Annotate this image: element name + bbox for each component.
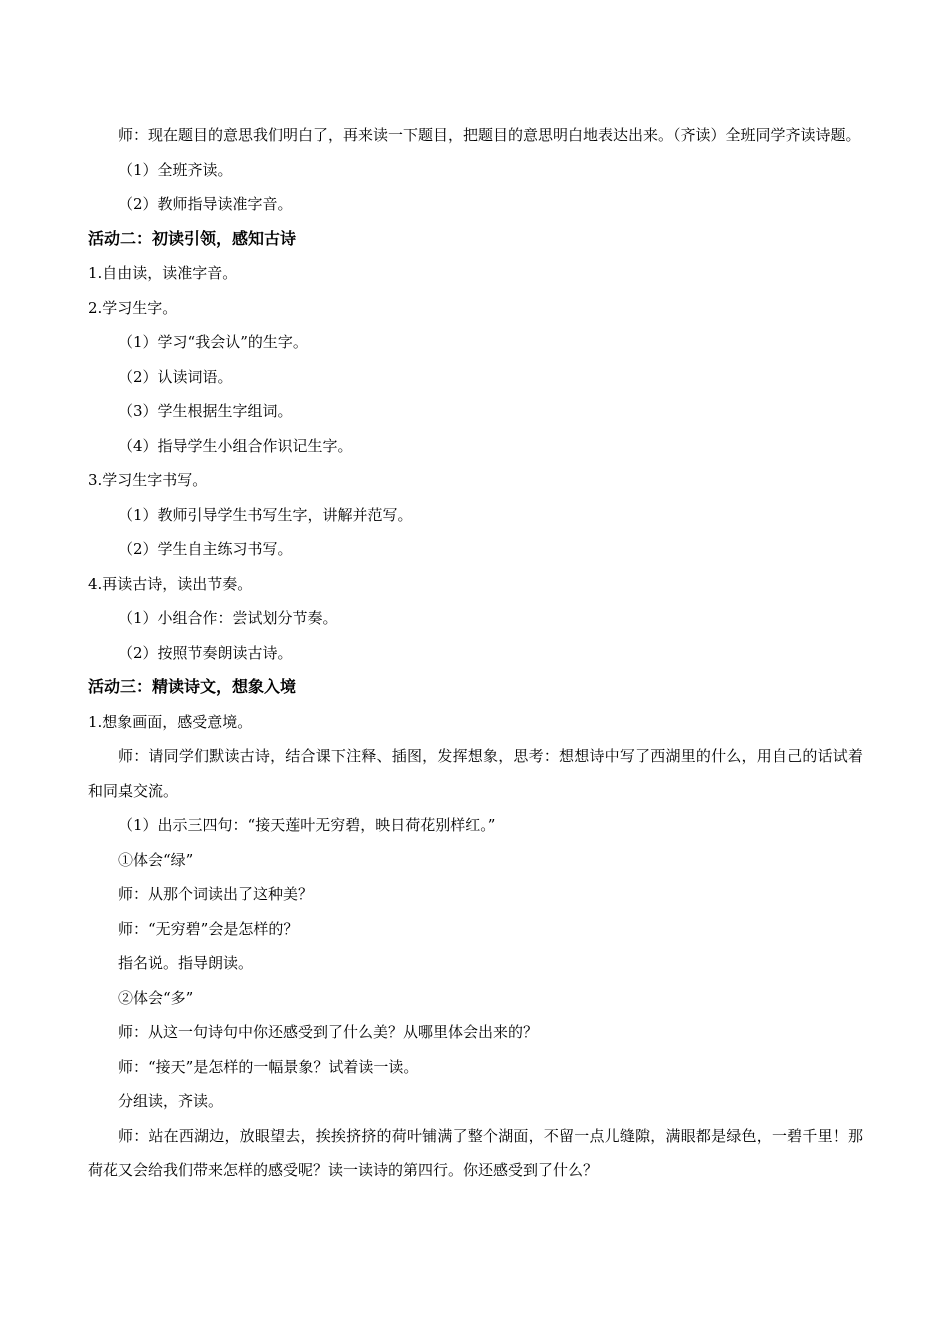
list-item: （1）出示三四句：“接天莲叶无穷碧，映日荷花别样红。” [118, 816, 496, 834]
list-item: （1）小组合作：尝试划分节奏。 [118, 609, 338, 627]
list-item: 2.学习生字。 [88, 298, 178, 317]
section-heading-activity-2: 活动二：初读引领，感知古诗 [88, 228, 297, 248]
list-item: 指名说。指导朗读。 [118, 954, 254, 972]
list-item: （1）教师引导学生书写生字，讲解并范写。 [118, 505, 413, 524]
paragraph-teacher-intro: 师：现在题目的意思我们明白了，再来读一下题目，把题目的意思明白地表达出来。（齐读）全班同学齐读诗题。 [118, 126, 861, 144]
list-item: 师：“接天”是怎样的一幅景象？试着读一读。 [118, 1057, 419, 1076]
list-item: （3）学生根据生字组词。 [118, 402, 293, 420]
paragraph-teacher-prompt: 师：请同学们默读古诗，结合课下注释、插图，发挥想象，思考：想想诗中写了西湖里的什么，用自己的话试着和同桌交流。 [88, 747, 863, 800]
list-item: （2）认读词语。 [118, 367, 233, 386]
list-item: （4）指导学生小组合作识记生字。 [118, 436, 353, 455]
list-item: 3.学习生字书写。 [88, 471, 208, 489]
list-item: 师：从那个词读出了这种美？ [118, 885, 314, 903]
list-item: 师：“无穷碧”会是怎样的？ [118, 919, 299, 938]
list-item: ①体会“绿” [118, 850, 194, 869]
list-item: （2）学生自主练习书写。 [118, 540, 293, 558]
list-item: 4.再读古诗，读出节奏。 [88, 574, 253, 593]
list-item: （2）按照节奏朗读古诗。 [118, 643, 293, 662]
list-item: 分组读，齐读。 [118, 1092, 224, 1110]
list-item: （1）学习“我会认”的生字。 [118, 333, 308, 351]
list-item: 1.自由读，读准字音。 [88, 264, 238, 282]
list-item: 1.想象画面，感受意境。 [88, 712, 253, 731]
list-item: （1）全班齐读。 [118, 160, 233, 179]
list-item: ②体会“多” [118, 988, 194, 1007]
list-item: （2）教师指导读准字音。 [118, 195, 293, 213]
section-heading-activity-3: 活动三：精读诗文，想象入境 [88, 677, 297, 696]
document-page [88, 118, 863, 1188]
list-item: 师：从这一句诗句中你还感受到了什么美？从哪里体会出来的？ [118, 1023, 539, 1041]
paragraph-teacher-description: 师：站在西湖边，放眼望去，挨挨挤挤的荷叶铺满了整个湖面，不留一点儿缝隙，满眼都是绿色，一碧千里！那荷花又会给我们带来怎样的感受呢？读一读诗的第四行。你还感受到了什么？ [88, 1126, 863, 1179]
